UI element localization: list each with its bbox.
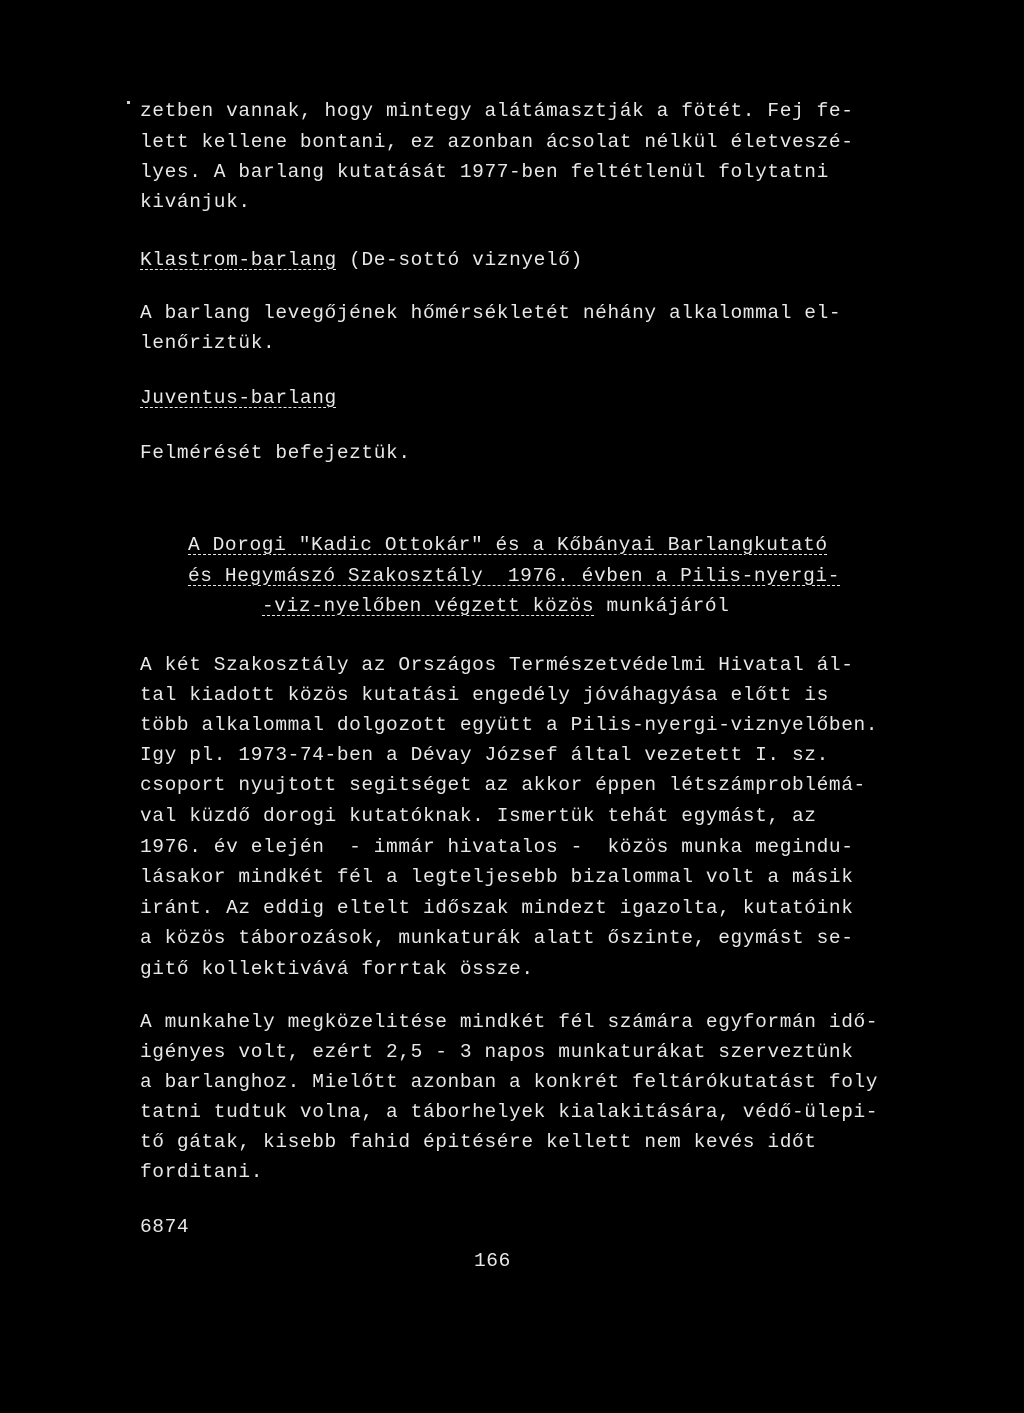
text-line: zetben vannak, hogy mintegy alátámasztják a fötét. Fej fe- (140, 100, 854, 122)
text-line: tal kiadott közös kutatási engedély jóváhagyása előtt is (140, 684, 829, 706)
text-line: iránt. Az eddig eltelt időszak mindezt igazolta, kutatóink (140, 897, 854, 919)
catalog-number: 6874 (140, 1216, 190, 1238)
text-line: lett kellene bontani, ez azonban ácsolat nélkül életveszé- (140, 131, 854, 153)
text-line: kivánjuk. (140, 191, 251, 213)
text-line: Felmérését befejeztük. (140, 442, 411, 464)
text-line: tatni tudtuk volna, a táborhelyek kialakitására, védő-ülepi- (140, 1101, 879, 1123)
title-underlined: -viz-nyelőben végzett közös (262, 595, 595, 617)
scan-mark (127, 101, 130, 104)
title-rest: munkájáról (594, 595, 730, 617)
text-line: lásakor mindkét fél a legteljesebb bizalommal volt a másik (140, 866, 854, 888)
report-title-line-2: és Hegymászó Szakosztály 1976. évben a Pilis-nyergi- (188, 565, 841, 587)
text-line: tő gátak, kisebb fahid épitésére kellett nem kevés időt (140, 1131, 817, 1153)
heading-underlined: Juventus-barlang (140, 387, 337, 409)
text-line: forditani. (140, 1161, 264, 1183)
section-heading-juventus (140, 383, 337, 413)
text-line: gitő kollektivává forrtak össze. (140, 958, 534, 980)
text-line: 1976. év elején - immár hivatalos - közös munka megindu- (140, 836, 854, 858)
text-line: csoport nyujtott segitséget az akkor éppen létszámproblémá- (140, 774, 866, 796)
text-line: A barlang levegőjének hőmérsékletét néhány alkalommal el- (140, 302, 842, 324)
text-line: A két Szakosztály az Országos Természetvédelmi Hivatal ál- (140, 654, 854, 676)
heading-rest: (De-sottó viznyelő) (336, 249, 583, 271)
text-line: val küzdő dorogi kutatóknak. Ismertük tehát egymást, az (140, 805, 817, 827)
text-line: lyes. A barlang kutatását 1977-ben feltétlenül folytatni (140, 161, 829, 183)
section-heading-klastrom (140, 245, 583, 275)
text-line: igényes volt, ezért 2,5 - 3 napos munkaturákat szerveztünk (140, 1041, 854, 1063)
text-line: A munkahely megközelitése mindkét fél számára egyformán idő- (140, 1011, 879, 1033)
text-line: lenőriztük. (140, 332, 276, 354)
text-line: Igy pl. 1973-74-ben a Dévay József által vezetett I. sz. (140, 744, 829, 766)
text-line: a barlanghoz. Mielőtt azonban a konkrét feltárókutatást foly (140, 1071, 879, 1093)
text-line: több alkalommal dolgozott együtt a Pilis-nyergi-viznyelőben. (140, 714, 879, 736)
text-line: a közös táborozások, munkaturák alatt őszinte, egymást se- (140, 927, 854, 949)
heading-underlined: Klastrom-barlang (140, 249, 337, 271)
page-number: 166 (474, 1250, 511, 1272)
report-title-line-3 (262, 591, 729, 621)
report-title-line-1: A Dorogi "Kadic Ottokár" és a Kőbányai Barlangkutató (188, 534, 828, 556)
